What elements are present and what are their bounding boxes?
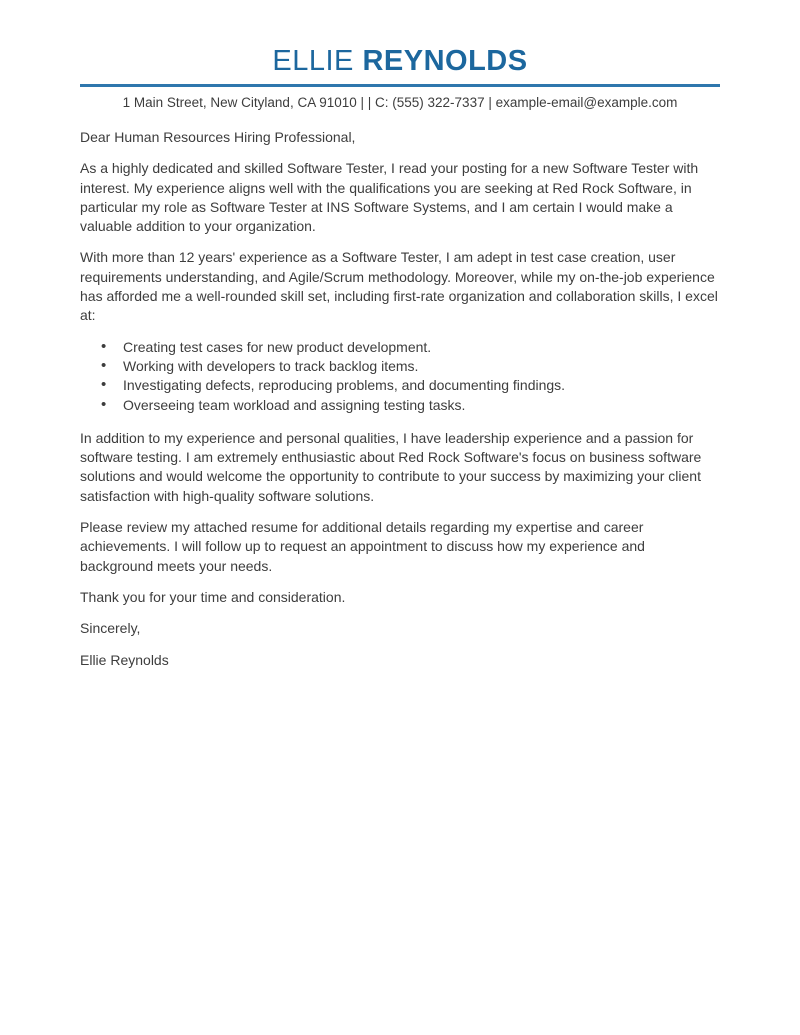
- contact-line: 1 Main Street, New Cityland, CA 91010 | | C: (555) 322-7337 | example-email@example.com: [122, 95, 678, 110]
- letter-body: [80, 128, 720, 670]
- list-item: • Overseeing team workload and assigning testing tasks.: [80, 396, 720, 415]
- value-paragraph: In addition to my experience and personal qualities, I have leadership experience and a passion for software testing. I am extremely enthusiastic about Red Rock Software's focus on business software solutions and would welcome the opportunity to contribute to your success by maximizing your client satisfaction with high-quality software solutions.: [80, 429, 702, 504]
- first-name: ELLIE: [272, 45, 354, 77]
- salutation: Dear Human Resources Hiring Professional,: [80, 129, 356, 145]
- last-name: REYNOLDS: [362, 45, 528, 77]
- intro-paragraph: As a highly dedicated and skilled Software Tester, I read your posting for a new Software Tester with interest. My experience aligns well with the qualifications you are seeking at Red Rock Software, in particular my role as Software Tester at INS Software Systems, and I am certain I would make a valuable addition to your organization.: [80, 160, 699, 235]
- list-item: • Creating test cases for new product development.: [80, 338, 720, 357]
- header-divider: [80, 84, 720, 87]
- signoff: Sincerely,: [80, 620, 141, 637]
- thanks-line: Thank you for your time and consideration.: [80, 588, 346, 605]
- list-item: • Investigating defects, reproducing problems, and documenting findings.: [80, 376, 720, 395]
- list-item: • Working with developers to track backlog items.: [80, 357, 720, 376]
- skills-list: [80, 338, 720, 415]
- skills-paragraph: With more than 12 years' experience as a Software Tester, I am adept in test case creation, user requirements understanding, and Agile/Scrum methodology. Moreover, while my on-the-job experience has afforded me a well-rounded skill set, including first-rate organization and collaboration skills, I excel at:: [80, 249, 718, 324]
- followup-paragraph: Please review my attached resume for additional details regarding my expertise and career achievements. I will follow up to request an appointment to discuss how my experience and background meets your needs.: [80, 519, 645, 574]
- page-title: [0, 45, 800, 77]
- signature: Ellie Reynolds: [80, 651, 169, 668]
- letter-header: [0, 0, 800, 111]
